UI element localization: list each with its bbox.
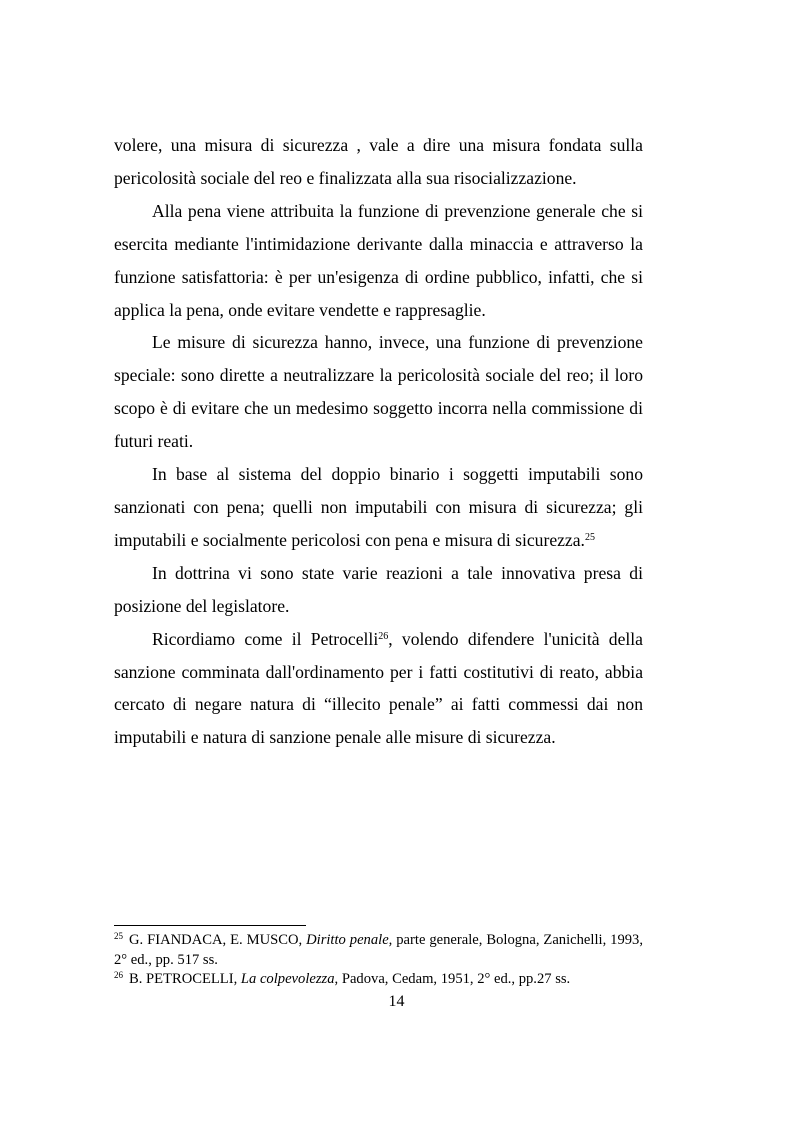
page-number: 14 [388, 993, 405, 1010]
paragraph-3: Le misure di sicurezza hanno, invece, una funzione di prevenzione speciale: sono dirette a neutralizzare la pericolosità sociale del reo; il loro scopo è di evitare che un medesimo soggetto incorra nella commissione di futuri reati. [114, 332, 643, 452]
footnote-title: Diritto penale, [306, 932, 393, 948]
paragraph-1: volere, una misura di sicurezza , vale a dire una misura fondata sulla pericolosità sociale del reo e finalizzata alla sua risocializzazione. [114, 135, 643, 188]
footnote-details: , Padova, Cedam, 1951, 2° ed., pp.27 ss. [334, 971, 571, 987]
paragraph-6 [114, 623, 643, 755]
footnote-number: 25 [114, 931, 123, 941]
footnote-26 [114, 970, 643, 990]
paragraph-5: In dottrina vi sono state varie reazioni a tale innovativa presa di posizione del legislatore. [114, 562, 643, 616]
footnote-authors: B. PETROCELLI, [129, 971, 241, 987]
paragraph-4-text: In base al sistema del doppio binario i soggetti imputabili sono sanzionati con pena; quelli non imputabili con misura di sicurezza; gli imputabili e socialmente pericolosi con pena e misura di sicurezza. [114, 464, 643, 550]
paragraph-2: Alla pena viene attribuita la funzione di prevenzione generale che si esercita mediante l'intimidazione derivante dalla minaccia e attraverso la funzione satisfattoria: è per un'esigenza di ordine pubblico, infatti, che si applica la pena, onde evitare vendette e rappresaglie. [114, 200, 643, 320]
main-text [114, 129, 643, 754]
footnote-ref-26[interactable]: 26 [378, 630, 389, 642]
footnote-divider [114, 925, 306, 926]
footnote-title: La colpevolezza [240, 971, 335, 987]
footnote-authors: G. FIANDACA, E. MUSCO, [129, 932, 307, 948]
paragraph-6-text-start: Ricordiamo come il Petrocelli [152, 628, 379, 649]
footnote-25 [114, 931, 643, 970]
footnote-details: parte generale, Bologna, Zanichelli, 1993, 2° ed., pp. 517 ss. [114, 932, 643, 968]
paragraph-4 [114, 458, 643, 557]
footnote-number: 26 [114, 970, 123, 980]
paragraph-6-text-end: , volendo difendere l'unicità della sanzione comminata dall'ordinamento per i fatti costitutivi di reato, abbia cercato di negare natura di “illecito penale” ai fatti commessi dai non imputabili e natura di sanzione penale alle misure di sicurezza. [114, 628, 643, 748]
footnotes [114, 931, 643, 990]
footnote-ref-25[interactable]: 25 [584, 531, 595, 543]
